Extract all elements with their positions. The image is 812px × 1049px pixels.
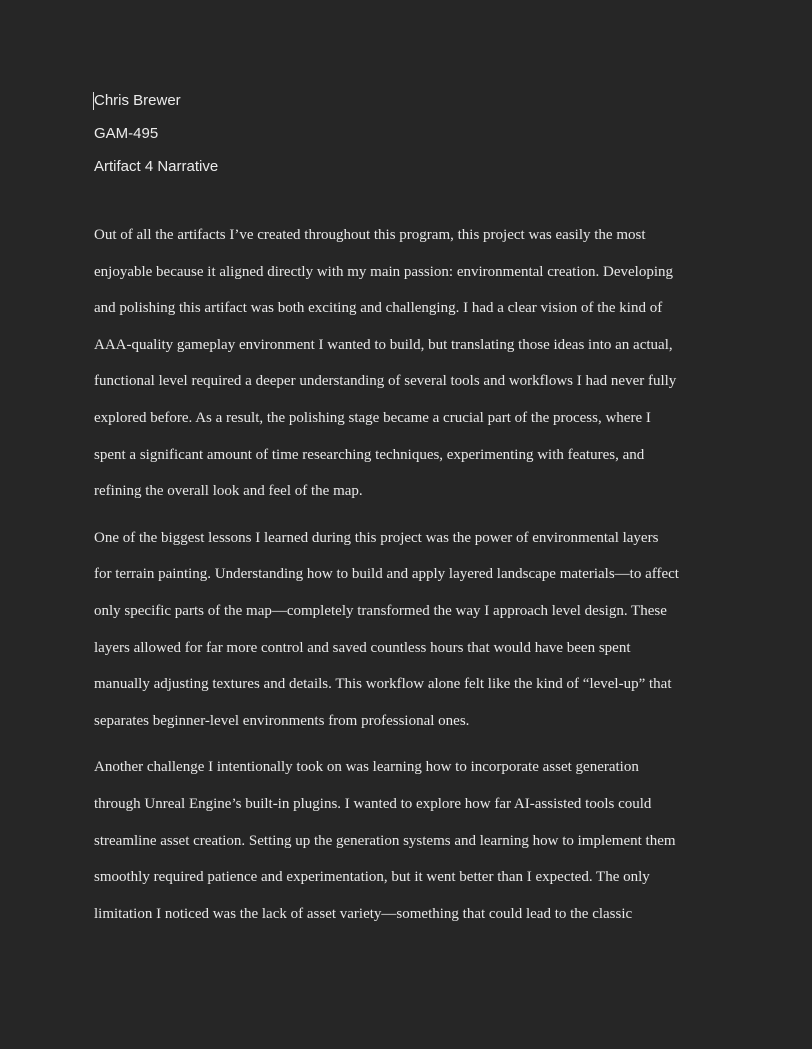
paragraph-line: explored before. As a result, the polishing stage became a crucial part of the process, where I (94, 409, 651, 426)
paragraph-line: One of the biggest lessons I learned during this project was the power of environmental layers (94, 529, 659, 546)
document-header (94, 88, 734, 187)
paragraph-line: only specific parts of the map—completely transformed the way I approach level design. These (94, 602, 667, 619)
paragraph-2[interactable] (94, 524, 734, 744)
text-cursor (93, 92, 94, 110)
paragraph-line: Another challenge I intentionally took on was learning how to incorporate asset generation (94, 759, 639, 776)
title-line[interactable] (94, 154, 734, 187)
paragraph-line: enjoyable because it aligned directly with my main passion: environmental creation. Developing (94, 263, 673, 280)
paragraph-line: AAA-quality gameplay environment I wanted to build, but translating those ideas into an actual, (94, 336, 673, 353)
paragraph-line: smoothly required patience and experimentation, but it went better than I expected. The only (94, 869, 650, 886)
paragraph-line: layers allowed for far more control and saved countless hours that would have been spent (94, 639, 631, 656)
paragraph-line: limitation I noticed was the lack of asset variety—something that could lead to the classic (94, 905, 633, 922)
document-title: Artifact 4 Narrative (94, 158, 219, 175)
paragraph-line: for terrain painting. Understanding how to build and apply layered landscape materials—to affect (94, 566, 679, 583)
paragraph-line: manually adjusting textures and details. This workflow alone felt like the kind of “level-up” that (94, 676, 672, 693)
paragraph-line: refining the overall look and feel of the map. (94, 483, 363, 500)
author-name: Chris Brewer (94, 92, 181, 109)
document-body (94, 221, 734, 946)
paragraph-line: through Unreal Engine’s built-in plugins. I wanted to explore how far AI-assisted tools could (94, 795, 652, 812)
paragraph-3[interactable] (94, 753, 734, 936)
course-line[interactable] (94, 121, 734, 154)
paragraph-line: and polishing this artifact was both exciting and challenging. I had a clear vision of the kind of (94, 300, 663, 317)
paragraph-line: Out of all the artifacts I’ve created throughout this program, this project was easily the most (94, 227, 646, 243)
paragraph-line: separates beginner-level environments from professional ones. (94, 712, 470, 729)
paragraph-line: spent a significant amount of time researching techniques, experimenting with features, and (94, 446, 645, 463)
paragraph-line: functional level required a deeper understanding of several tools and workflows I had never fully (94, 373, 677, 390)
course-code: GAM-495 (94, 125, 159, 142)
author-name-line[interactable] (94, 88, 734, 121)
paragraph-1[interactable] (94, 221, 734, 514)
paragraph-line: streamline asset creation. Setting up the generation systems and learning how to implement them (94, 832, 676, 849)
